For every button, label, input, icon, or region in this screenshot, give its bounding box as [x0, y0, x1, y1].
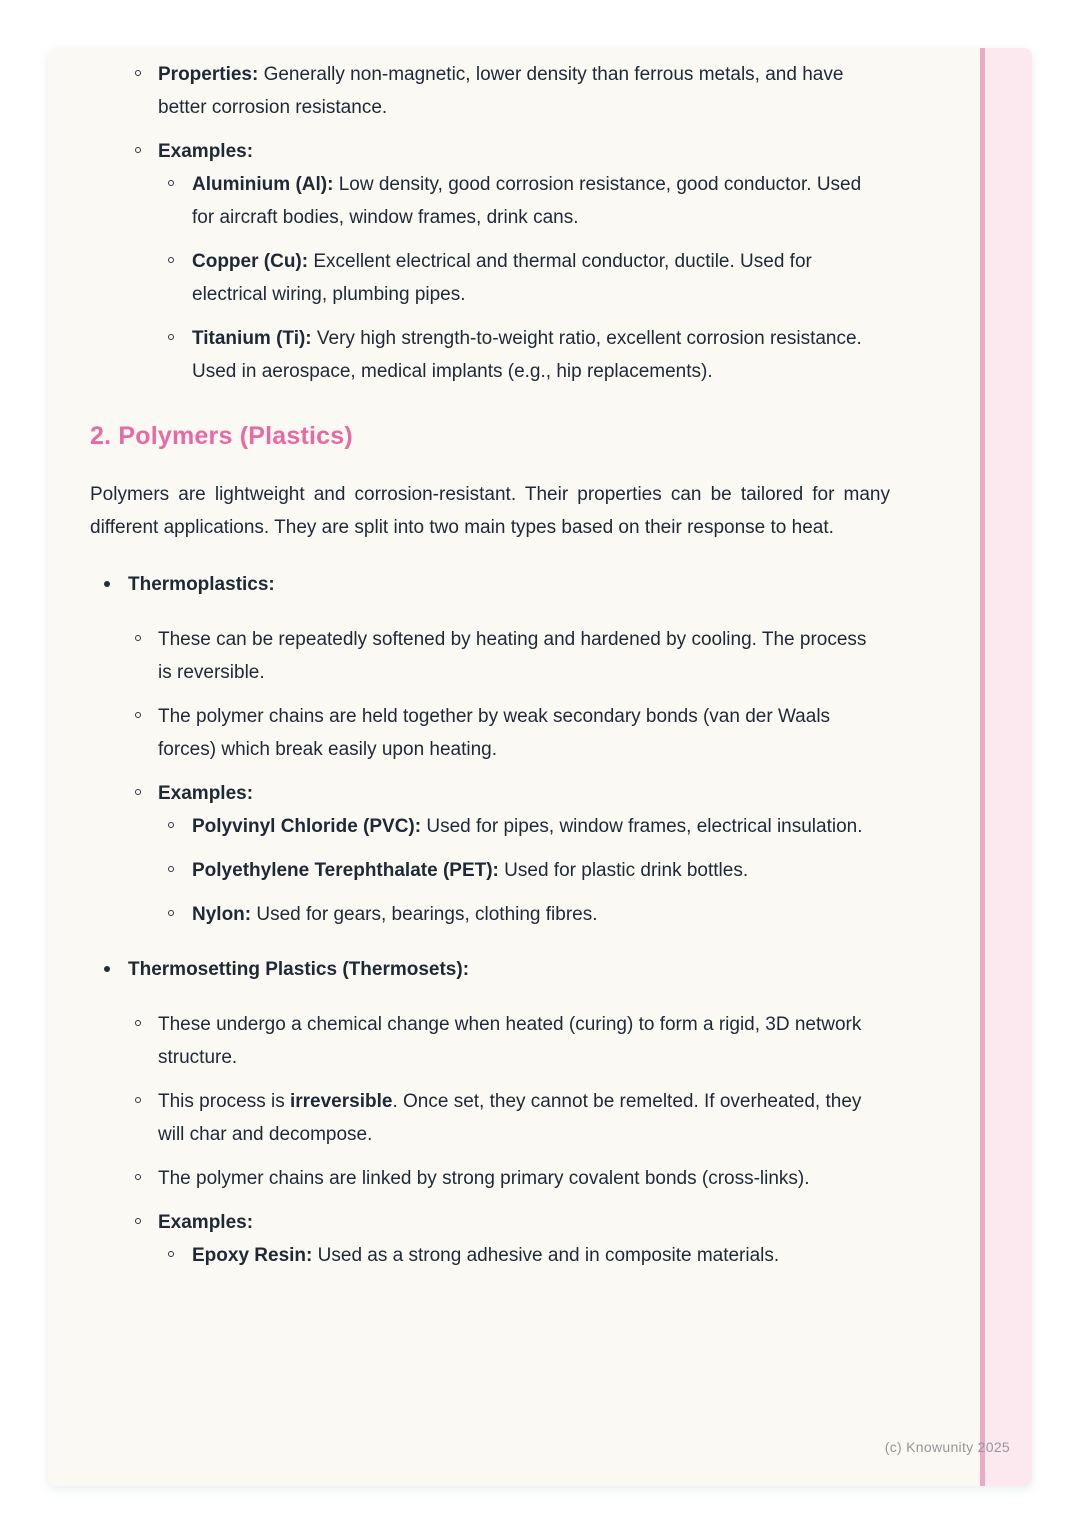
thermosets-points [90, 1008, 890, 1272]
hollow-bullet-icon [135, 70, 141, 76]
metals-list [90, 58, 890, 388]
hollow-bullet-icon [135, 1174, 141, 1180]
polymers-intro-paragraph: Polymers are lightweight and corrosion-resistant. Their properties can be tailored for many different applications. They are split into two main types based on their response to heat. [90, 484, 890, 538]
list-item-nylon [158, 898, 884, 931]
item-body: Generally non-magnetic, lower density than ferrous metals, and have better corrosion resistance. [158, 64, 844, 118]
thermosets-title-item [90, 953, 890, 986]
list-item-epoxy [158, 1239, 884, 1272]
notes-page-card [48, 48, 1032, 1486]
item-label: Properties: [158, 64, 259, 85]
hollow-bullet-icon [135, 147, 141, 153]
list-item-text [192, 1239, 884, 1272]
hollow-bullet-icon [168, 180, 174, 186]
hollow-bullet-icon [168, 334, 174, 340]
list-item-text [158, 1162, 890, 1195]
list-item-text [192, 898, 884, 931]
hollow-bullet-icon [168, 822, 174, 828]
hollow-bullet-icon [135, 789, 141, 795]
hollow-bullet-icon [168, 1251, 174, 1257]
copyright-text: (c) Knowunity 2025 [884, 1439, 1010, 1455]
list-item-pet [158, 854, 884, 887]
thermoplastics-title-item [90, 568, 890, 601]
hollow-bullet-icon [168, 866, 174, 872]
item-body: Used for plastic drink bottles. [498, 860, 749, 881]
item-label: Copper (Cu): [192, 251, 309, 272]
list-item-properties [90, 58, 890, 124]
list-item-aluminium [158, 168, 884, 234]
list-item-text [158, 623, 890, 689]
metal-examples-sublist [158, 168, 884, 388]
list-item-crosslinks [90, 1162, 890, 1195]
list-item-irreversible [90, 1085, 890, 1151]
thermoplastic-examples-sublist [158, 810, 884, 931]
list-item-text [158, 1206, 890, 1272]
list-item-text [158, 1008, 890, 1074]
thermoset-examples-sublist [158, 1239, 884, 1272]
item-body: The polymer chains are linked by strong primary covalent bonds (cross-links). [158, 1168, 810, 1189]
item-label: Nylon: [192, 904, 252, 925]
item-body: Very high strength-to-weight ratio, excellent corrosion resistance. Used in aerospace, medical implants (e.g., hip replacements). [192, 328, 862, 382]
list-item-metal-examples [90, 135, 890, 388]
item-body: Used as a strong adhesive and in composite materials. [312, 1245, 780, 1266]
item-body: Low density, good corrosion resistance, good conductor. Used for aircraft bodies, window frames, drink cans. [192, 174, 862, 228]
list-item-thermoplastic-examples [90, 777, 890, 931]
hollow-bullet-icon [168, 910, 174, 916]
hollow-bullet-icon [135, 712, 141, 718]
item-body: The polymer chains are held together by weak secondary bonds (van der Waals forces) which break easily upon heating. [158, 706, 831, 760]
item-label: Examples: [158, 783, 254, 804]
item-body-pre: This process is [158, 1091, 290, 1112]
item-label: Thermoplastics: [128, 574, 275, 595]
item-body: These undergo a chemical change when heated (curing) to form a rigid, 3D network structure. [158, 1014, 862, 1068]
list-item-text [192, 322, 884, 388]
solid-bullet-icon [104, 966, 110, 972]
list-item-text [192, 168, 884, 234]
list-item-text [158, 777, 890, 931]
item-label: Examples: [158, 141, 254, 162]
item-label: Polyethylene Terephthalate (PET): [192, 860, 499, 881]
hollow-bullet-icon [168, 257, 174, 263]
notes-content [48, 48, 1032, 1272]
list-item-text [128, 568, 890, 601]
item-body: Excellent electrical and thermal conductor, ductile. Used for electrical wiring, plumbing pipes. [192, 251, 812, 305]
item-label: Titanium (Ti): [192, 328, 312, 349]
item-label: Examples: [158, 1212, 254, 1233]
item-label: Polyvinyl Chloride (PVC): [192, 816, 422, 837]
list-item-thermoset-examples [90, 1206, 890, 1272]
polymers-section-heading: 2. Polymers (Plastics) [90, 422, 353, 450]
list-item-text [192, 854, 884, 887]
thermosets-group [90, 953, 890, 1272]
item-label: Epoxy Resin: [192, 1245, 313, 1266]
item-body: These can be repeatedly softened by heating and hardened by cooling. The process is reversible. [158, 629, 867, 683]
item-label: Aluminium (Al): [192, 174, 334, 195]
thermoplastics-points [90, 623, 890, 931]
item-body: Used for gears, bearings, clothing fibres. [251, 904, 598, 925]
item-body: Used for pipes, window frames, electrical insulation. [421, 816, 863, 837]
solid-bullet-icon [104, 581, 110, 587]
list-item-pvc [158, 810, 884, 843]
hollow-bullet-icon [135, 1097, 141, 1103]
list-item-text [158, 700, 890, 766]
list-item-text [158, 58, 890, 124]
thermoplastics-group [90, 568, 890, 931]
hollow-bullet-icon [135, 635, 141, 641]
list-item-titanium [158, 322, 884, 388]
list-item-text [128, 953, 890, 986]
hollow-bullet-icon [135, 1020, 141, 1026]
item-label: Thermosetting Plastics (Thermosets): [128, 959, 470, 980]
hollow-bullet-icon [135, 1218, 141, 1224]
list-item-curing [90, 1008, 890, 1074]
item-label: irreversible [289, 1091, 393, 1112]
item-body-post: . Once set, they cannot be remelted. If overheated, they will char and decompose. [158, 1091, 862, 1145]
list-item-copper [158, 245, 884, 311]
list-item-text [158, 135, 890, 388]
list-item-text [192, 245, 884, 311]
list-item-softened [90, 623, 890, 689]
list-item-weak-bonds [90, 700, 890, 766]
list-item-text [158, 1085, 890, 1151]
list-item-text [192, 810, 884, 843]
